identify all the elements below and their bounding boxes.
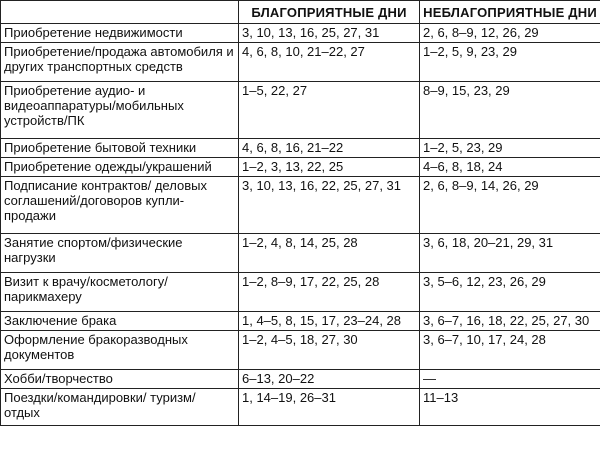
favorable-days-cell: 1–2, 3, 13, 22, 25	[239, 158, 420, 177]
unfavorable-days-cell: 1–2, 5, 9, 23, 29	[420, 43, 600, 82]
unfavorable-days-cell: 2, 6, 8–9, 14, 26, 29	[420, 177, 600, 234]
table-header-row	[1, 1, 600, 24]
unfavorable-days-cell: 1–2, 5, 23, 29	[420, 139, 600, 158]
table-body	[1, 24, 600, 426]
header-favorable-days: БЛАГОПРИЯТНЫЕ ДНИ	[239, 1, 420, 24]
unfavorable-days-cell: 4–6, 8, 18, 24	[420, 158, 600, 177]
activity-cell: Приобретение/продажа автомобиля и других транспортных средств	[1, 43, 239, 82]
activity-cell: Занятие спортом/физические нагрузки	[1, 234, 239, 273]
favorable-days-cell: 4, 6, 8, 10, 21–22, 27	[239, 43, 420, 82]
unfavorable-days-cell: 3, 6–7, 10, 17, 24, 28	[420, 331, 600, 370]
favorable-days-cell: 3, 10, 13, 16, 22, 25, 27, 31	[239, 177, 420, 234]
favorable-days-cell: 1, 14–19, 26–31	[239, 389, 420, 426]
unfavorable-days-cell: —	[420, 370, 600, 389]
activity-cell: Приобретение бытовой техники	[1, 139, 239, 158]
table-row	[1, 43, 600, 82]
activity-cell: Подписание контрактов/ деловых соглашений/договоров купли-продажи	[1, 177, 239, 234]
favorable-days-cell: 1–2, 4–5, 18, 27, 30	[239, 331, 420, 370]
unfavorable-days-cell: 3, 6, 18, 20–21, 29, 31	[420, 234, 600, 273]
activity-cell: Приобретение недвижимости	[1, 24, 239, 43]
table-row	[1, 82, 600, 139]
activity-cell: Визит к врачу/косметологу/ парикмахеру	[1, 273, 239, 312]
unfavorable-days-cell: 8–9, 15, 23, 29	[420, 82, 600, 139]
table-row	[1, 177, 600, 234]
favorable-days-cell: 1–2, 8–9, 17, 22, 25, 28	[239, 273, 420, 312]
activity-cell: Поездки/командировки/ туризм/ отдых	[1, 389, 239, 426]
table-row	[1, 370, 600, 389]
table-row	[1, 139, 600, 158]
unfavorable-days-cell: 2, 6, 8–9, 12, 26, 29	[420, 24, 600, 43]
table-row	[1, 312, 600, 331]
table-row	[1, 24, 600, 43]
favorable-days-cell: 4, 6, 8, 16, 21–22	[239, 139, 420, 158]
header-activity	[1, 1, 239, 24]
table-row	[1, 234, 600, 273]
activity-cell: Приобретение одежды/украшений	[1, 158, 239, 177]
favorable-days-cell: 1, 4–5, 8, 15, 17, 23–24, 28	[239, 312, 420, 331]
activity-cell: Приобретение аудио- и видеоаппаратуры/мобильных устройств/ПК	[1, 82, 239, 139]
activity-cell: Хобби/творчество	[1, 370, 239, 389]
header-unfavorable-days: НЕБЛАГОПРИЯТНЫЕ ДНИ	[420, 1, 600, 24]
unfavorable-days-cell: 11–13	[420, 389, 600, 426]
activity-cell: Оформление бракоразводных документов	[1, 331, 239, 370]
table-row	[1, 273, 600, 312]
favorable-days-cell: 1–2, 4, 8, 14, 25, 28	[239, 234, 420, 273]
favorable-days-cell: 1–5, 22, 27	[239, 82, 420, 139]
table-row	[1, 331, 600, 370]
table-row	[1, 158, 600, 177]
unfavorable-days-cell: 3, 5–6, 12, 23, 26, 29	[420, 273, 600, 312]
table-row	[1, 389, 600, 426]
activity-cell: Заключение брака	[1, 312, 239, 331]
favorable-days-cell: 3, 10, 13, 16, 25, 27, 31	[239, 24, 420, 43]
unfavorable-days-cell: 3, 6–7, 16, 18, 22, 25, 27, 30	[420, 312, 600, 331]
favorable-days-cell: 6–13, 20–22	[239, 370, 420, 389]
